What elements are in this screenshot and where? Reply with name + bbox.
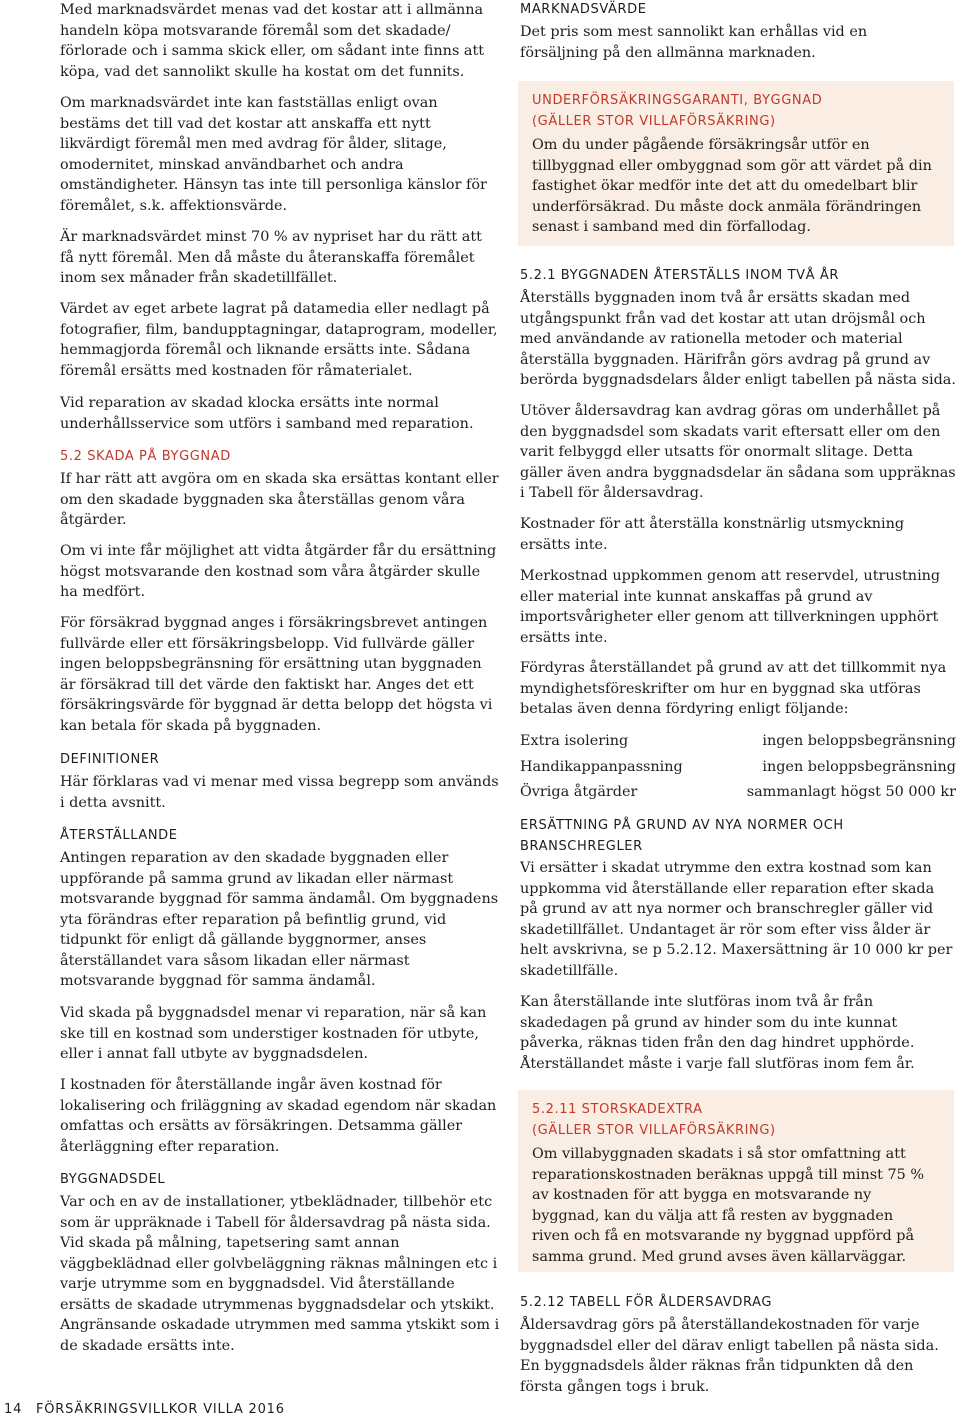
subheading: ÅTERSTÄLLANDE: [60, 828, 178, 843]
info-box-underforsakringsgaranti: [518, 81, 954, 246]
paragraph: Värdet av eget arbete lagrat på datamedia eller nedlagt på fotografier, film, bandupptagningar, dataprogram, modeller, hemmagjorda föremål och liknande ersätts inte. Sådana föremål ersätts med kostnaden för råmaterialet.: [60, 301, 498, 379]
paragraph: Vid reparation av skadad klocka ersätts inte normal underhållsservice som utförs i samband med reparation.: [60, 395, 474, 432]
paragraph: Återställs byggnaden inom två år ersätts skadan med utgångspunkt från vad det kostar att utan dröjsmål och med användande av rationella metoder och material återställa byggnaden. Härifrån görs avdrag på grund av berörda byggnadsdelars ålder enligt tabellen på nästa sida.: [520, 290, 956, 388]
info-box-storskadextra: [518, 1090, 954, 1272]
box-heading: 5.2.11 STORSKADEXTRA: [532, 1102, 703, 1117]
paragraph: Om vi inte får möjlighet att vidta åtgärder får du ersättning högst motsvarande den kostnad som våra åtgärder skulle ha medfört.: [60, 543, 497, 600]
page-footer: [0, 1402, 285, 1417]
fordyring-table: [520, 729, 956, 806]
document-title: FÖRSÄKRINGSVILLKOR VILLA 2016: [36, 1402, 285, 1417]
section-heading: 5.2.12 TABELL FÖR ÅLDERSAVDRAG: [520, 1295, 773, 1310]
section-heading: 5.2.1 BYGGNADEN ÅTERSTÄLLS INOM TVÅ ÅR: [520, 268, 839, 283]
subheading: ERSÄTTNING PÅ GRUND AV NYA NORMER OCH BRANSCHREGLER: [520, 818, 844, 854]
box-heading-sub: (GÄLLER STOR VILLAFÖRSÄKRING): [532, 114, 776, 129]
paragraph: Var och en av de installationer, ytbeklädnader, tillbehör etc som är uppräknade i Tabell för åldersavdrag på nästa sida. Vid skada på målning, tapetsering samt annan väggbeklädnad eller golvbeläggning räknas målningen etc i varje utrymme som en byggnadsdel. Vid återställande ersätts de skadade utrymmenas byggnadsdelar och ytskikt. Angränsande oskadade utrymmen med samma ytskikt som i de skadade ersätts inte.: [60, 1194, 500, 1354]
page-number: 14: [4, 1402, 23, 1417]
table-label: Handikappanpassning: [520, 758, 683, 775]
table-value: sammanlagt högst 50 000 kr: [746, 784, 956, 800]
box-heading-sub: (GÄLLER STOR VILLAFÖRSÄKRING): [532, 1123, 776, 1138]
table-row: [520, 729, 956, 755]
table-label: Övriga åtgärder: [520, 784, 638, 800]
subheading: DEFINITIONER: [60, 752, 160, 767]
paragraph: Kostnader för att återställa konstnärlig utsmyckning ersätts inte.: [520, 516, 905, 553]
section-heading: 5.2 SKADA PÅ BYGGNAD: [60, 449, 231, 464]
subheading: BYGGNADSDEL: [60, 1172, 166, 1187]
paragraph: För försäkrad byggnad anges i försäkringsbrevet antingen fullvärde eller ett försäkringsbelopp. Vid fullvärde gäller ingen beloppsbegränsning för ersättning utan byggnaden är försäkrad till det värde den faktiskt har. Anges det ett försäkringsvärde för byggnad är detta belopp det högsta vi kan betala för skada på byggnaden.: [60, 615, 493, 734]
table-row: [520, 780, 956, 806]
table-row: [520, 755, 956, 781]
paragraph: Åldersavdrag görs på återställandekostnaden för varje byggnadsdel eller del därav enligt tabellen på nästa sida. En byggnadsdels ålder räknas från tidpunkten då den första gången togs i bruk.: [520, 1317, 939, 1395]
paragraph: Med marknadsvärdet menas vad det kostar att i allmänna handeln köpa motsvarande föremål som det skadade/ förlorade och i samma skick eller, om sådant inte finns att köpa, vad det sannolikt skulle ha kostat om det funnits.: [60, 2, 485, 80]
paragraph: Här förklaras vad vi menar med vissa begrepp som används i detta avsnitt.: [60, 774, 499, 811]
table-value: ingen beloppsbegränsning: [762, 733, 956, 749]
box-paragraph: Om du under pågående försäkringsår utför en tillbyggnad eller ombyggnad som gör att värdet på din fastighet ökar medför inte det att du omedelbart blir underförsäkrad. Du måste dock anmäla förändringen senast i samband med din förfallodag.: [532, 137, 932, 235]
paragraph: Är marknadsvärdet minst 70 % av nypriset har du rätt att få nytt föremål. Men då måste du återanskaffa föremålet inom sex månader från skadetillfället.: [60, 229, 482, 286]
paragraph: Vi ersätter i skadat utrymme den extra kostnad som kan uppkomma vid återställande eller reparation efter skada på grund av att nya normer och branschregler gäller vid skadetillfället. Undantaget är rör som efter viss ålder är helt avskrivna, se p 5.2.12. Maxersättning är 10 000 kr per skadetillfälle.: [520, 860, 953, 979]
paragraph: Vid skada på byggnadsdel menar vi reparation, när så kan ske till en kostnad som understiger kostnaden för utbyte, eller i annat fall utbyte av byggnadsdelen.: [60, 1005, 487, 1062]
paragraph: Om marknadsvärdet inte kan fastställas enligt ovan bestäms det till vad det kostar att anskaffa ett nytt likvärdigt föremål men med avdrag för ålder, slitage, omodernitet, minskad användbarhet och andra omständigheter. Hänsyn tas inte till personliga känslor för föremålet, s.k. affektionsvärde.: [60, 95, 487, 214]
subheading: MARKNADSVÄRDE: [520, 2, 647, 17]
paragraph: Det pris som mest sannolikt kan erhållas vid en försäljning på den allmänna marknaden.: [520, 24, 868, 61]
paragraph: Utöver åldersavdrag kan avdrag göras om underhållet på den byggnadsdel som skadats varit eftersatt eller om den varit felbyggd eller utsatts för onormalt slitage. Detta gäller även andra byggnadsdelar än sådana som uppräknas i Tabell för åldersavdrag.: [520, 403, 956, 501]
table-label: Extra isolering: [520, 733, 629, 749]
paragraph: Fördyras återställandet på grund av att det tillkommit nya myndighetsföreskrifter om hur en byggnad ska utföras betalas även denna fördyring enligt följande:: [520, 660, 947, 717]
table-value: ingen beloppsbegränsning: [762, 758, 956, 775]
paragraph: Kan återställande inte slutföras inom två år från skadedagen på grund av hinder som du inte kunnat påverka, räknas tiden från den dag hindret upphörde. Återställandet måste i varje fall slutföras inom fem år.: [520, 994, 915, 1072]
paragraph: Merkostnad uppkommen genom att reservdel, utrustning eller material inte kunnat anskaffas på grund av importsvårigheter eller genom att tillverkningen upphört ersätts inte.: [520, 568, 941, 646]
paragraph: Antingen reparation av den skadade byggnaden eller uppförande på samma grund av likadan eller närmast motsvarande byggnad för samma ändamål. Om byggnadens yta förändras efter reparation på befintlig grund, vid tidpunkt för enligt då gällande byggnormer, anses återställandet vara såsom likadan eller närmast motsvarande byggnad för samma ändamål.: [60, 850, 499, 989]
paragraph: I kostnaden för återställande ingår även kostnad för lokalisering och friläggning av skadad egendom när skadan omfattas och ersätts av försäkringen. Detsamma gäller återläggning efter reparation.: [60, 1077, 497, 1155]
box-heading: UNDERFÖRSÄKRINGSGARANTI, BYGGNAD: [532, 93, 823, 108]
paragraph: If har rätt att avgöra om en skada ska ersättas kontant eller om den skadade byggnaden ska återställas genom våra åtgärder.: [60, 471, 499, 528]
box-paragraph: Om villabyggnaden skadats i så stor omfattning att reparationskostnaden beräknas uppgå till minst 75 % av kostnaden för att bygga en motsvarande ny byggnad, kan du välja att få resten av byggnaden riven och få en motsvarande ny byggnad uppförd på samma grund. Med grund avses även källarväggar.: [532, 1146, 925, 1265]
